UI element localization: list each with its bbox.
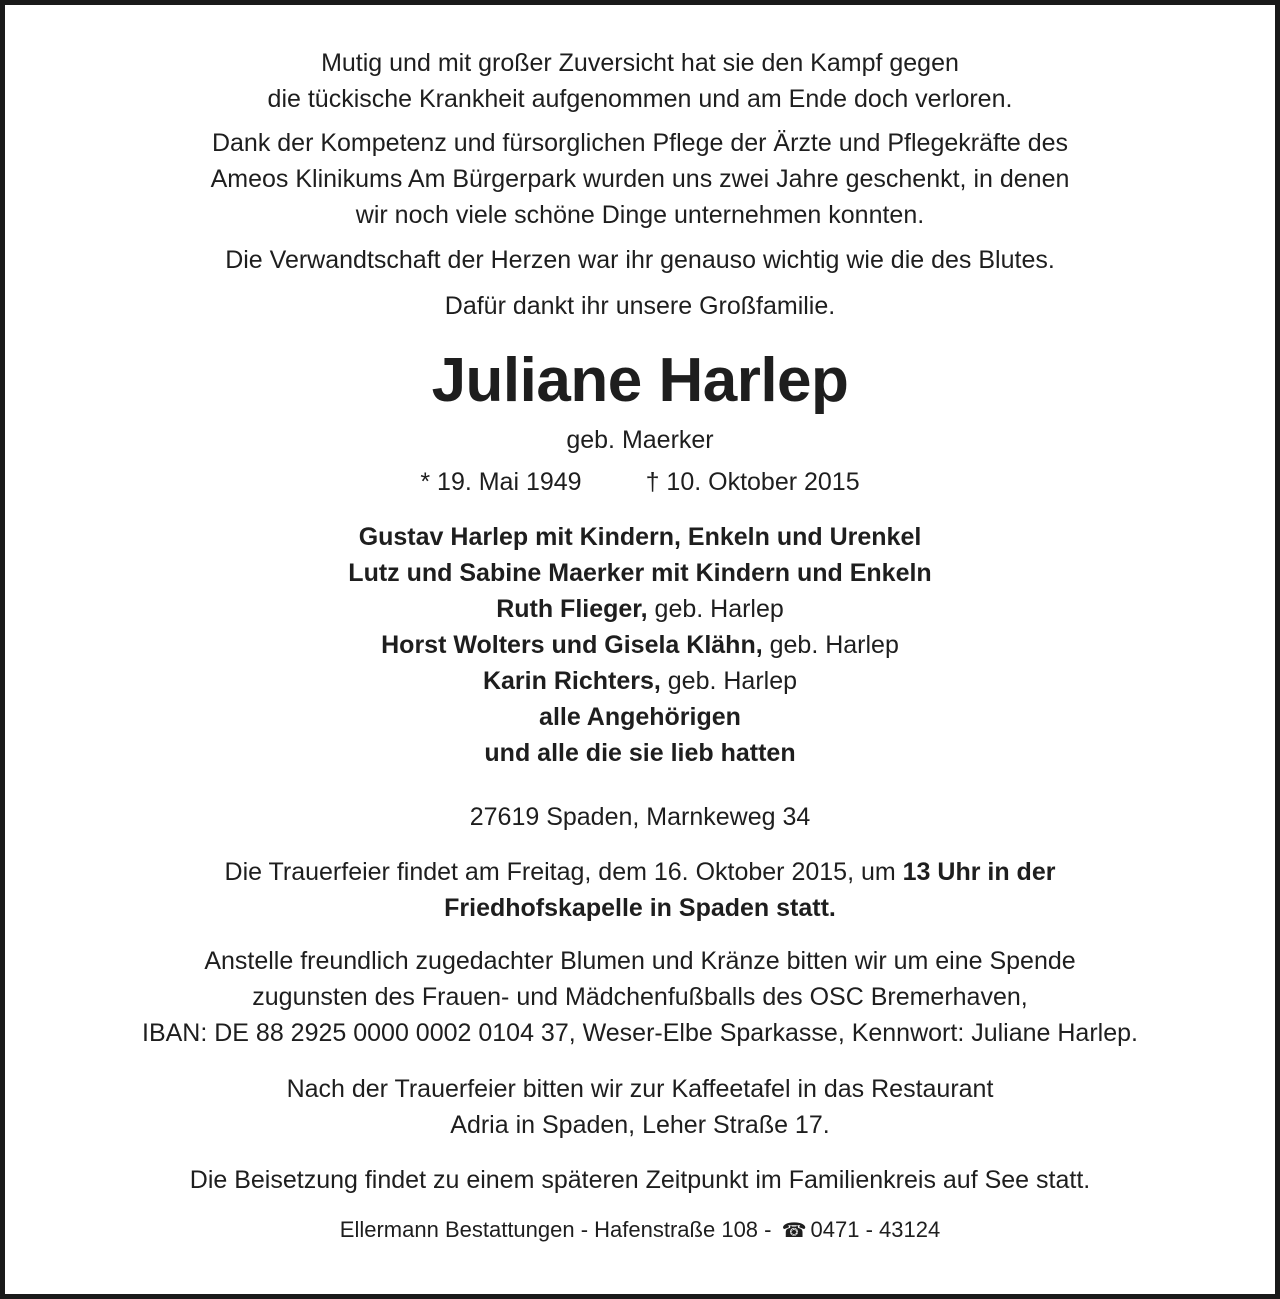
mourners-list [5,519,1275,771]
mourner-line [5,627,1275,663]
intro-paragraph-1 [5,45,1275,117]
ceremony-info [5,854,1275,926]
mourner-name: Karin Richters, [482,667,661,695]
phone-icon: ☎ [781,1220,807,1242]
intro-line: Mutig und mit großer Zuversicht hat sie den Kampf gegen [321,49,959,77]
intro-paragraph-4: Dafür dankt ihr unsere Großfamilie. [444,292,836,320]
reception-line: Adria in Spaden, Leher Straße 17. [450,1111,830,1139]
deceased-name: Juliane Harlep [431,346,849,415]
mourner-line [5,519,1275,555]
birth-date: * 19. Mai 1949 [420,468,582,496]
mourner-line [5,591,1275,627]
life-dates [5,464,1275,500]
ceremony-line [5,854,1275,890]
mourner-line [5,555,1275,591]
reception-line: Nach der Trauerfeier bitten wir zur Kaffeetafel in das Restaurant [286,1075,994,1103]
death-date: † 10. Oktober 2015 [645,468,860,496]
ceremony-time: 13 Uhr in der [902,858,1056,886]
phone-number: 0471 - 43124 [810,1217,941,1242]
undertaker-address: Ellermann Bestattungen - Hafenstraße 108 - [339,1217,772,1242]
mourner-name: Lutz und Sabine Maerker mit Kindern und Enkeln [348,559,932,587]
intro-line: Ameos Klinikums Am Bürgerpark wurden uns zwei Jahre geschenkt, in denen [210,165,1070,193]
family-address: 27619 Spaden, Marnkeweg 34 [469,803,811,831]
mourner-line [5,699,1275,735]
mourner-name: Gustav Harlep mit Kindern, Enkeln und Urenkel [358,523,922,551]
intro-line: die tückische Krankheit aufgenommen und am Ende doch verloren. [267,85,1013,113]
mourner-name: Horst Wolters und Gisela Klähn, [381,631,763,659]
intro-paragraph-2 [5,125,1275,233]
reception-info [5,1071,1275,1143]
mourner-note: geb. Harlep [647,595,784,623]
burial-info: Die Beisetzung findet zu einem späteren Zeitpunkt im Familienkreis auf See statt. [189,1166,1091,1194]
ceremony-location: Friedhofskapelle in Spaden statt. [444,894,836,922]
donation-line: zugunsten des Frauen- und Mädchenfußballs des OSC Bremerhaven, [252,983,1028,1011]
mourner-name: Ruth Flieger, [496,595,648,623]
intro-line: wir noch viele schöne Dinge unternehmen konnten. [355,201,925,229]
mourner-note: geb. Harlep [762,631,899,659]
intro-line: Dank der Kompetenz und fürsorglichen Pflege der Ärzte und Pflegekräfte des [211,129,1069,157]
mourner-note: geb. Harlep [660,667,798,695]
mourner-name: und alle die sie lieb hatten [484,739,796,767]
birth-name: geb. Maerker [566,426,714,454]
undertaker-footer [5,1215,1275,1246]
donation-line: IBAN: DE 88 2925 0000 0002 0104 37, Weser-Elbe Sparkasse, Kennwort: Juliane Harlep. [142,1019,1138,1047]
mourner-line [5,735,1275,771]
mourner-line [5,663,1275,699]
mourner-name: alle Angehörigen [539,703,741,731]
ceremony-text: Die Trauerfeier findet am Freitag, dem 16. Oktober 2015, um [224,858,903,886]
donation-line: Anstelle freundlich zugedachter Blumen und Kränze bitten wir um eine Spende [204,947,1076,975]
donation-info [5,943,1275,1051]
intro-paragraph-3: Die Verwandtschaft der Herzen war ihr genauso wichtig wie die des Blutes. [225,246,1055,274]
